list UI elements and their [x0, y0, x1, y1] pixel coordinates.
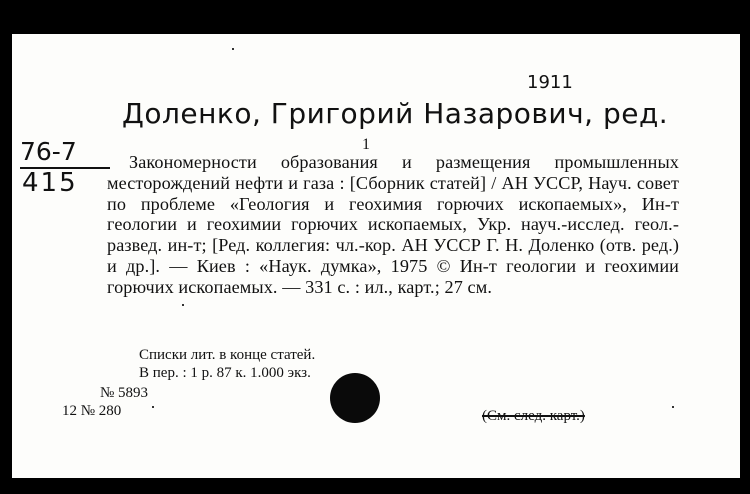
bibliographic-description: Закономерности образования и размещения промышленных месторождений нефти и газа : [Сборник статей] / АН УССР, Науч. совет по проблеме «Геология и геохимия горючих ископаемых», Ин-т геологии и геохимии горючих ископаемых, Укр. науч.-исслед. геол.-развед. ин-т; [Ред. коллегия: чл.-кор. АН УССР Г. Н. Доленко (отв. ред.) и др.]. — Киев : «Наук. думка», 1975 © Ин-т геологии и геохимии горючих ископаемых. — 331 с. : ил., карт.; 27 см. [107, 152, 679, 297]
author-heading: Доленко, Григорий Назарович, ред. [122, 97, 669, 130]
note-line: В пер. : 1 р. 87 к. 1.000 экз. [139, 365, 311, 381]
speck [232, 48, 234, 50]
speck [182, 304, 184, 306]
ink-blot [330, 373, 380, 423]
number-line: 12 № 280 [62, 403, 122, 419]
shelfmark-bottom: 415 [22, 168, 78, 198]
number-line: № 5893 [100, 385, 149, 401]
note-line: Списки лит. в конце статей. [139, 347, 316, 363]
continuation-note: (См. след. карт.) [482, 408, 585, 424]
year-note: 1911 [527, 72, 573, 93]
card-index: 1 [362, 136, 370, 153]
speck [672, 406, 674, 408]
numbers-block [62, 384, 148, 420]
notes-block [139, 346, 315, 382]
speck [152, 406, 154, 408]
catalog-card [12, 34, 740, 478]
shelfmark-top: 76-7 [20, 137, 77, 166]
